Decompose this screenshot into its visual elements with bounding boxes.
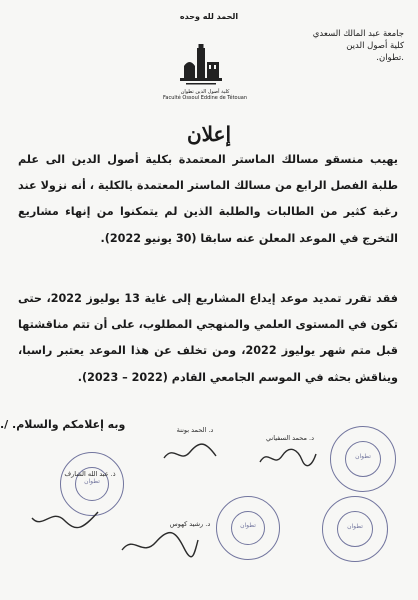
signatory-name: د. الحمد بوننة <box>176 426 214 434</box>
logo-caption <box>150 89 260 101</box>
closing-line: وبه إعلامكم والسلام. /. <box>0 418 126 431</box>
signatory-name: د. محمد السفياني <box>266 434 314 442</box>
signatory-2 <box>155 426 235 434</box>
signature-2-icon <box>160 440 220 466</box>
stamp-right-bottom <box>322 496 388 562</box>
signature-1-icon <box>258 446 318 470</box>
signature-3-icon <box>30 506 100 532</box>
basmala-header: الحمد لله وحده <box>179 12 239 21</box>
stamp-center <box>216 496 280 560</box>
stamp-label: تطوان <box>84 478 100 485</box>
logo-caption-arabic: كلية أصول الدين تطوان <box>180 89 230 95</box>
stamp-label: تطوان <box>240 522 256 529</box>
announcement-paragraph-2: فقد تقرر تمديد موعد إيداع المشاريع إلى غاية 13 يوليوز 2022، حتى تكون في المستوى العلمي والمنهجي المطلوب، على أن تتم مناقشتها قبل متم شهر يوليوز 2022، ومن تخلف عن هذا الموعد يعتبر راسبا، ويناقش بحثه في الموسم الجامعي القادم (2022 – 2023). <box>18 292 398 384</box>
faculty-name: كلية أصول الدين <box>346 41 404 51</box>
signature-4-icon <box>120 530 200 560</box>
announcement-title: إعلان <box>186 122 232 146</box>
institution-header <box>284 28 404 64</box>
stamp-label: تطوان <box>347 523 363 530</box>
signatory-name: ذ. عبد الله الشارف <box>64 470 116 478</box>
announcement-paragraph-1: يهيب منسقو مسالك الماستر المعتمدة بكلية أصول الدين الى علم طلبة الفصل الرابع من مسالك الماستر المعتمدة بالكلية ، أنه نزولا عند رغبة كثير من الطالبات والطلبة الذين لم يتمكنوا من إنهاء مشاريع التخرج في الموعد المعلن عنه سابقا (30 يونيو 2022). <box>18 153 398 245</box>
stamp-right-top <box>330 426 396 492</box>
signatory-4 <box>150 520 230 528</box>
city-name: .تطوان. <box>376 53 404 63</box>
faculty-logo-icon <box>178 44 224 92</box>
stamp-label: تطوان <box>355 453 371 460</box>
signatory-1 <box>250 434 330 442</box>
university-name: جامعة عبد المالك السعدي <box>312 29 404 39</box>
logo-caption-french: Faculté Ossoul Eddine de Tétouan <box>162 95 248 101</box>
signatory-3 <box>50 470 130 478</box>
signatory-name: د. رشيد كهوس <box>169 520 211 528</box>
